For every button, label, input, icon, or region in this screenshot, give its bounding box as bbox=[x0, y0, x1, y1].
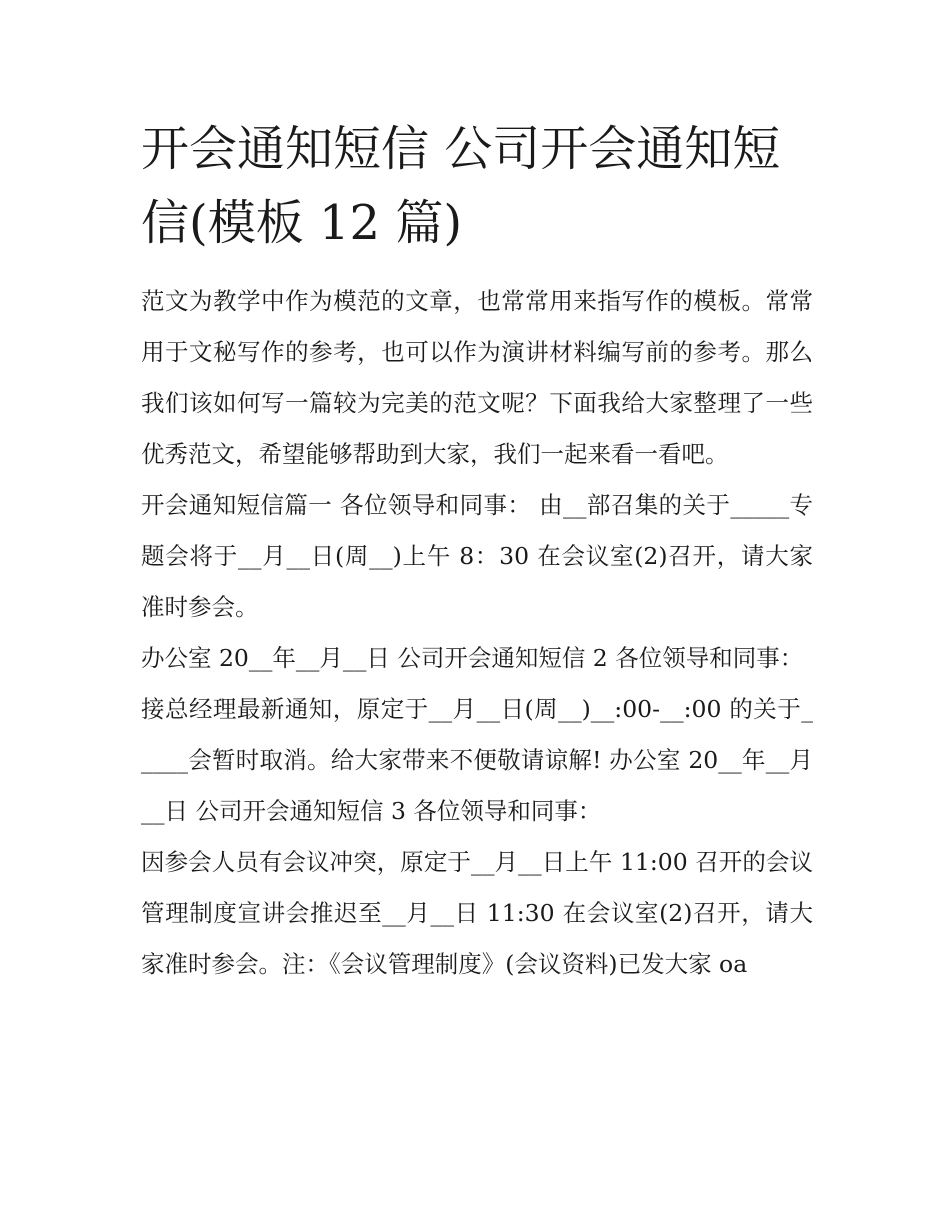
paragraph-intro: 范文为教学中作为模范的文章，也常常用来指写作的模板。常常用于文秘写作的参考，也可以作为演讲材料编写前的参考。那么我们该如何写一篇较为完美的范文呢？下面我给大家整理了一些优秀范文，希望能够帮助到大家，我们一起来看一看吧。 bbox=[141, 287, 813, 468]
document-body bbox=[141, 276, 813, 990]
document-title: 开会通知短信 公司开会通知短信(模板 12 篇) bbox=[141, 121, 781, 251]
paragraph-notice-3-body: 因参会人员有会议冲突，原定于__月__日上午 11:00 召开的会议管理制度宣讲会推迟至__月__日 11:30 在会议室(2)召开，请大家准时参会。注：《会议管理制度》(会议资料)已发大家 oa bbox=[141, 848, 813, 978]
paragraph-notice-1: 开会通知短信篇一 各位领导和同事： 由__部召集的关于_____专题会将于__月__日(周__)上午 8：30 在会议室(2)召开，请大家准时参会。 bbox=[141, 491, 813, 621]
paragraph-notice-2-body: 接总经理最新通知，原定于__月__日(周__)__:00-__:00 的关于_____会暂时取消。给大家带来不便敬请谅解! 办公室 20__年__月__日 公司开会通知短信 3 各位领导和同事： bbox=[141, 695, 813, 825]
paragraph-notice-2-header: 办公室 20__年__月__日 公司开会通知短信 2 各位领导和同事： bbox=[141, 644, 804, 672]
document-page bbox=[141, 112, 813, 990]
